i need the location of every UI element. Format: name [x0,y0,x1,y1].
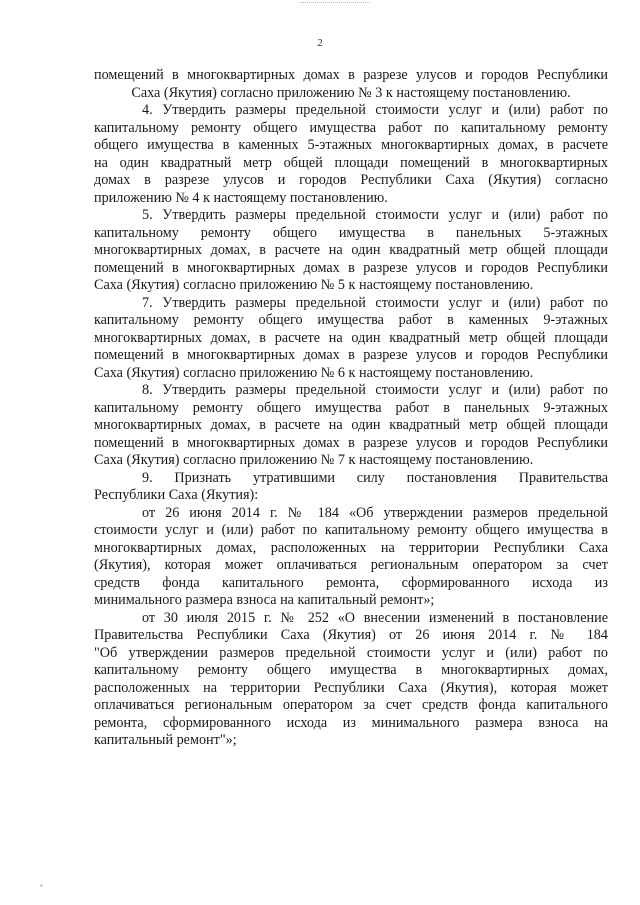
text-line: Саха (Якутия) согласно приложению № 5 к настоящему постановлению. [94,277,534,293]
text-line: приложению № 4 к настоящему постановлению. [94,189,388,206]
text-line: помещений в многоквартирных домах в разрезе улусов и городов Республики [94,347,608,363]
text-line: 9. Признать утратившими силу постановления Правительства [142,469,608,486]
text-line: помещений в многоквартирных домах в разрезе улусов и городов Республики [94,434,608,451]
text-line: "Об утверждении размеров предельной стоимости услуг и (или) работ по [94,644,608,661]
text-line: Саха (Якутия) согласно приложению № 6 к настоящему постановлению. [94,364,534,381]
text-line: Саха (Якутия) согласно приложению № 3 к настоящему постановлению. [131,84,571,101]
page-number: 2 [317,37,323,49]
text-line: помещений в многоквартирных домах в разрезе улусов и городов Республики [94,67,608,83]
text-line: капитальному ремонту общего имущества работ в каменных 9-этажных [94,312,608,328]
text-line: общего имущества в каменных 5-этажных многоквартирных домах, в расчете [94,137,608,153]
text-line: на один квадратный метр общей площади помещений в многоквартирных [94,154,608,171]
text-line: ремонта, сформированного исхода из минимального размера взноса на [94,714,608,731]
text-line: домах в разрезе улусов и городов Республики Саха (Якутия) согласно [94,172,608,188]
text-line: минимального размера взноса на капитальный ремонт»; [94,592,435,608]
text-line: 8. Утвердить размеры предельной стоимости услуг и (или) работ по [142,382,608,398]
text-line: Саха (Якутия) согласно приложению № 7 к настоящему постановлению. [94,452,534,468]
text-line: от 30 июля 2015 г. № 252 «О внесении изменений в постановление [142,609,608,626]
text-line: Правительства Республики Саха (Якутия) от 26 июня 2014 г. № 184 [94,627,608,643]
text-line: многоквартирных домах, в расчете на один квадратный метр общей площади [94,242,608,258]
text-line: стоимости услуг и (или) работ по капитальному ремонту общего имущества в [94,522,608,538]
text-line: капитальный ремонт"»; [94,732,237,748]
text-line: (Якутия), которая может оплачиваться региональным оператором за счет [94,557,608,573]
text-line: помещений в многоквартирных домах в разрезе улусов и городов Республики [94,259,608,276]
text-line: многоквартирных домах, в расчете на один квадратный метр общей площади [94,417,608,433]
text-line: от 26 июня 2014 г. № 184 «Об утверждении размеров предельной [142,504,608,521]
text-line: капитальному ремонту общего имущества в панельных 5-этажных [94,224,608,241]
text-line: многоквартирных домах, в расчете на один квадратный метр общей площади [94,329,608,346]
text-line: средств фонда капитального ремонта, сформированного исхода из [94,574,608,591]
text-line: капитальному ремонту общего имущества работ по капитальному ремонту [94,119,608,136]
text-line: Республики Саха (Якутия): [94,487,259,503]
text-line: 5. Утвердить размеры предельной стоимости услуг и (или) работ по [142,207,608,223]
document-body [94,67,608,750]
text-line: многоквартирных домах, расположенных на территории Республики Саха [94,539,608,556]
text-line: оплачиваться региональным оператором за счет средств фонда капитального [94,697,608,713]
text-line: капитальному ремонту общего имущества в многоквартирных домах, [94,662,608,678]
scan-artifact [40,884,43,887]
scan-header-mark [300,2,370,5]
text-line: расположенных на территории Республики Саха (Якутия), которая может [94,679,608,696]
text-line: капитальному ремонту общего имущества работ в панельных 9-этажных [94,399,608,416]
text-line: 7. Утвердить размеры предельной стоимости услуг и (или) работ по [142,294,608,311]
text-line: 4. Утвердить размеры предельной стоимости услуг и (или) работ по [142,102,608,118]
